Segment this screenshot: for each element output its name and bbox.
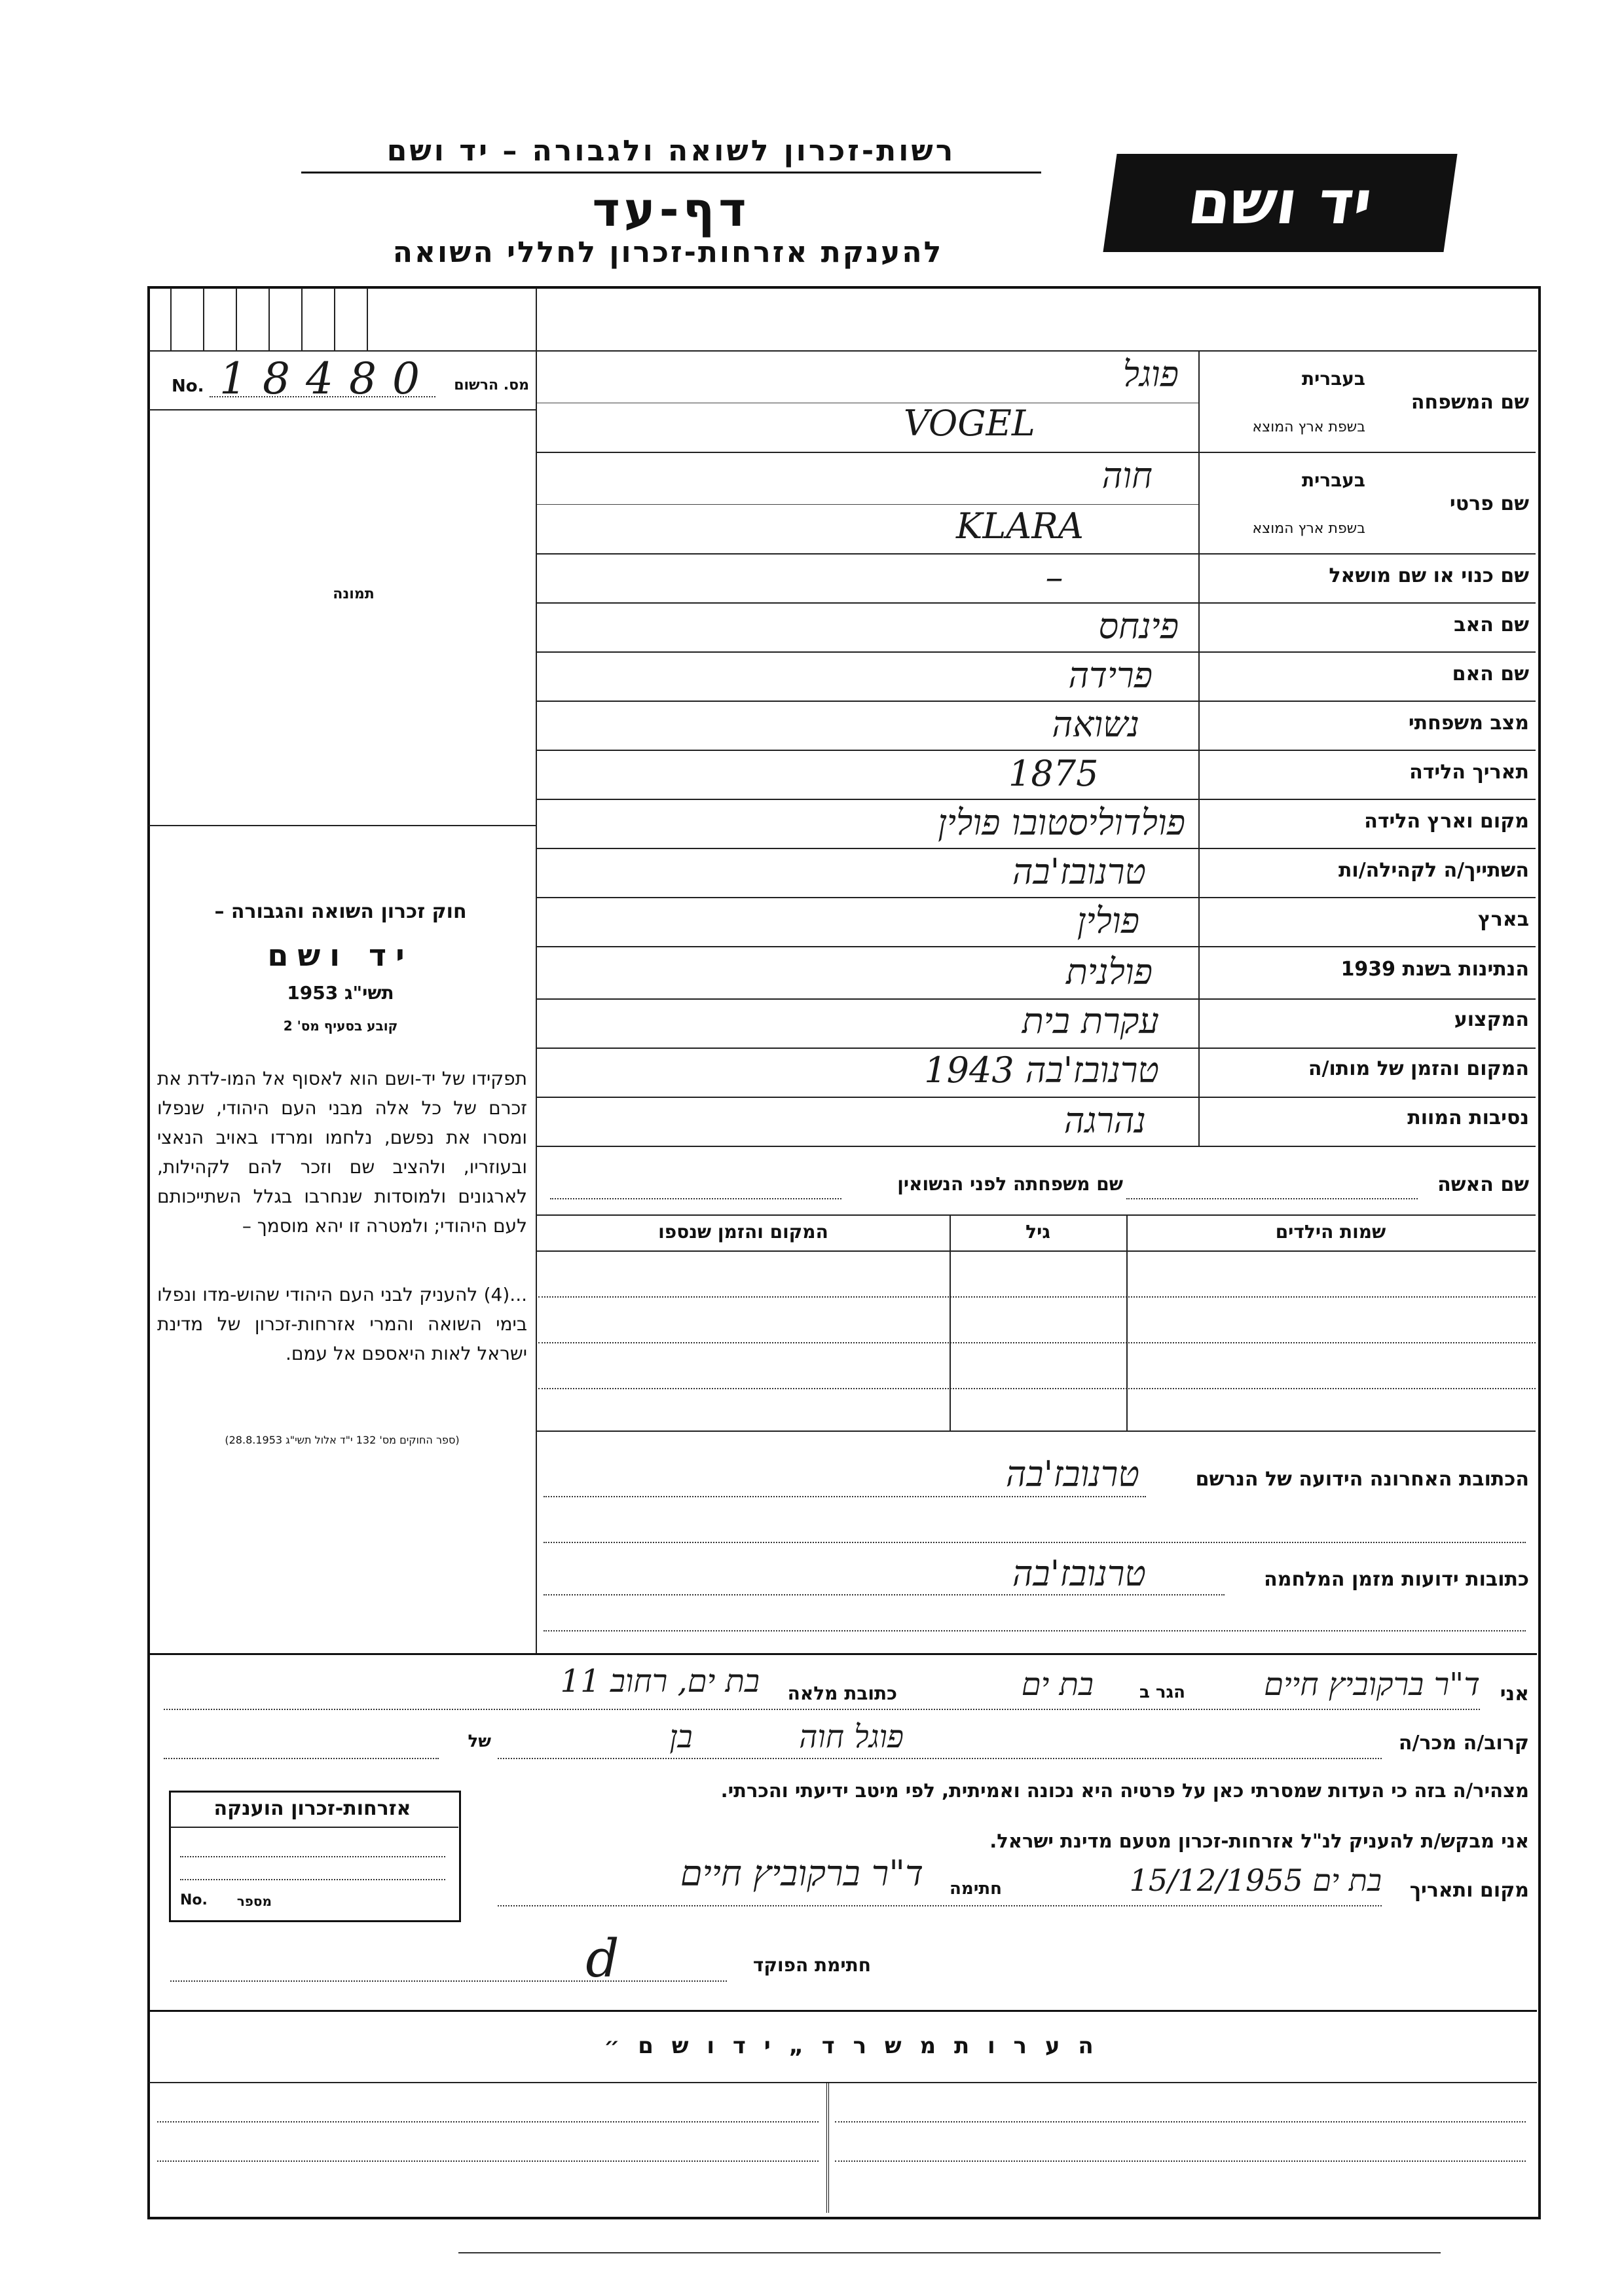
children-age-header: גיל bbox=[1025, 1221, 1050, 1243]
community-label: השתייך/ה לקהילה/ות bbox=[1338, 859, 1529, 882]
of-line bbox=[164, 1758, 439, 1759]
office-notes-title: ה ע ר ו ת מ ש ר ד „ י ד ו ש ם ״ bbox=[604, 2033, 1099, 2059]
death-cause-label: נסיבות המוות bbox=[1407, 1106, 1529, 1129]
declaration-text: מצהיר/ה בזה כי העדות שמסרתי כאן על פרטיה היא נכונה ואמיתית, לפי מיטב ידיעתי והכרתי. bbox=[720, 1779, 1529, 1802]
row-line bbox=[537, 553, 1536, 555]
children-col-divider bbox=[1126, 1214, 1128, 1430]
office-notes-line bbox=[835, 2160, 1526, 2162]
of-label: של bbox=[468, 1732, 491, 1751]
birth-place-label: מקום וארץ הלידה bbox=[1364, 810, 1529, 833]
last-address-value: טרנובז'בה bbox=[1005, 1453, 1139, 1495]
children-place-header: המקום והזמן שנספו bbox=[658, 1221, 828, 1243]
first-name-origin-label: בשפת ארץ המוצא bbox=[1252, 520, 1365, 537]
officer-signature-value: d bbox=[585, 1928, 619, 1989]
declarant-full-address-value: בת ים, רחוב 11 bbox=[560, 1663, 760, 1700]
scan-bottom-line bbox=[458, 2252, 1441, 2253]
wife-name-label: שם האשה bbox=[1437, 1173, 1529, 1196]
office-notes-top-line bbox=[149, 2010, 1537, 2012]
marital-status-label: מצב משפחתי bbox=[1408, 712, 1529, 735]
form-title: דף-עד bbox=[592, 182, 750, 237]
strip-cell bbox=[236, 288, 237, 350]
strip-cell bbox=[170, 288, 172, 350]
mother-value: פרידה bbox=[1068, 655, 1153, 696]
citizenship-box-line bbox=[180, 1879, 445, 1880]
mother-label: שם האם bbox=[1452, 663, 1529, 685]
photo-bottom-line bbox=[149, 825, 537, 826]
birth-date-label: תאריך הלידה bbox=[1409, 761, 1529, 784]
spouse-row-line bbox=[537, 1214, 1536, 1216]
row-line bbox=[537, 1146, 1536, 1147]
war-addresses-label: כתובות ידועות מזמן המלחמה bbox=[1264, 1568, 1529, 1591]
law-title: חוק זכרון השואה והגבורה – bbox=[214, 900, 467, 923]
children-table-bottom bbox=[537, 1430, 1536, 1432]
citizenship-box-divider bbox=[170, 1827, 458, 1828]
death-place-time-value: טרנובז'בה 1943 bbox=[924, 1049, 1159, 1091]
first-name-hebrew-label: בעברית bbox=[1301, 469, 1365, 491]
family-name-hebrew-label: בעברית bbox=[1301, 368, 1365, 390]
community-value: טרנובז'בה bbox=[1012, 851, 1146, 892]
children-row-line bbox=[538, 1296, 1536, 1298]
strip-cell bbox=[301, 288, 303, 350]
row-line bbox=[537, 1097, 1536, 1098]
relative-label: קרוב/ה מכר/ה bbox=[1398, 1732, 1529, 1755]
row-line bbox=[537, 998, 1536, 1000]
row-line bbox=[537, 651, 1536, 653]
children-col-divider bbox=[950, 1214, 951, 1430]
office-notes-header-line bbox=[149, 2082, 1537, 2083]
row-line bbox=[537, 701, 1536, 702]
place-date-label: מקום ותאריך bbox=[1409, 1879, 1529, 1902]
country-value: פולין bbox=[1077, 900, 1139, 941]
children-row-line bbox=[538, 1342, 1536, 1343]
office-notes-line bbox=[835, 2121, 1526, 2123]
officer-signature-line bbox=[170, 1980, 727, 1982]
registration-no-value: 18480 bbox=[219, 354, 435, 404]
law-name: יד ושם bbox=[267, 938, 414, 973]
row-line bbox=[537, 848, 1536, 849]
strip-cell bbox=[334, 288, 335, 350]
row-line bbox=[537, 602, 1536, 604]
death-place-time-label: המקום והזמן של מותו/ה bbox=[1308, 1057, 1529, 1080]
declarant-line-1 bbox=[164, 1709, 1480, 1710]
row-line bbox=[537, 897, 1536, 898]
first-name-hebrew-value: חוה bbox=[1101, 455, 1153, 496]
row-line bbox=[537, 452, 1536, 453]
children-header-line bbox=[537, 1250, 1536, 1252]
war-addresses-value: טרנובז'בה bbox=[1012, 1553, 1146, 1594]
strip-cell bbox=[268, 288, 270, 350]
relative-value: בן bbox=[669, 1719, 693, 1755]
law-paragraph-1: תפקידו של יד-ושם הוא לאסוף אל המו-לדת את זכרם של כל אלה מבני העם היהודי, שנפלו ומסרו את נפשם, נלחמו ומרדו באויב הנאצי ובעוזריו, ולהציב שם וזכר להם לקהילות, לארגונים ולמוסדות שנחרבו בגלל השתייכותם לעם היהודי; ולמטרה זו יהא מוסמך – bbox=[157, 1068, 527, 1237]
strip-cell bbox=[367, 288, 368, 350]
left-column-divider bbox=[536, 288, 537, 1653]
registration-mispar-label: מס. הרשום bbox=[454, 377, 529, 393]
form-subtitle: להענקת אזרחות-זכרון לחללי השואה bbox=[392, 236, 944, 269]
declarant-full-address-label: כתובת מלאה bbox=[787, 1683, 897, 1704]
declarant-prefix: אני bbox=[1500, 1683, 1529, 1705]
maiden-name-label: שם משפחתה לפני הנשואין bbox=[897, 1173, 1123, 1195]
yad-vashem-logo: יד ושם bbox=[1103, 154, 1457, 252]
law-year: תשי"ג 1953 bbox=[287, 982, 394, 1004]
nickname-value: – bbox=[1045, 556, 1063, 598]
signature-value: ד"ר ברקוביץ חיים bbox=[680, 1853, 923, 1894]
last-address-label: הכתובת האחרונה הידועה של הנרשם bbox=[1195, 1468, 1529, 1491]
photo-label: תמונה bbox=[333, 586, 375, 602]
profession-value: עקרת בית bbox=[1022, 1000, 1159, 1042]
war-address-extra-line bbox=[544, 1630, 1526, 1631]
authority-underline bbox=[301, 172, 1041, 173]
relative-line bbox=[498, 1758, 1382, 1759]
citizenship-box-line bbox=[180, 1856, 445, 1857]
family-name-hebrew-value: פוגל bbox=[1122, 354, 1179, 395]
first-name-label: שם פרטי bbox=[1449, 492, 1529, 515]
declarant-resides-label: הגר ב bbox=[1139, 1683, 1185, 1702]
family-name-origin-label: בשפת ארץ המוצא bbox=[1252, 419, 1365, 435]
officer-signature-label: חתימת הפוקד bbox=[752, 1954, 871, 1976]
father-value: פינחס bbox=[1098, 606, 1179, 647]
place-date-line bbox=[498, 1905, 1382, 1906]
registration-row-line bbox=[149, 409, 537, 410]
citizenship-1939-value: פולנית bbox=[1065, 951, 1153, 993]
office-notes-divider bbox=[826, 2082, 829, 2213]
citizenship-box-mispar-label: מספר bbox=[236, 1893, 272, 1909]
office-notes-line bbox=[157, 2121, 819, 2123]
strip-cell bbox=[203, 288, 204, 350]
country-label: בארץ bbox=[1477, 908, 1529, 931]
wife-name-line bbox=[1126, 1198, 1418, 1199]
children-names-header: שמות הילדים bbox=[1275, 1221, 1386, 1243]
first-name-origin-value: KLARA bbox=[956, 505, 1084, 547]
row-line bbox=[537, 750, 1536, 751]
registration-no-label: No. bbox=[172, 376, 204, 396]
family-name-origin-value: VOGEL bbox=[904, 403, 1035, 444]
registration-no-line bbox=[210, 396, 435, 397]
last-address-line bbox=[544, 1496, 1146, 1497]
nickname-label: שם כנוי או שם מושאל bbox=[1329, 564, 1529, 587]
citizenship-1939-label: הנתינות בשנת 1939 bbox=[1340, 958, 1529, 981]
declarant-city-value: בת ים bbox=[1021, 1666, 1094, 1703]
row-line bbox=[537, 946, 1536, 947]
address-extra-line bbox=[544, 1542, 1526, 1543]
office-notes-line bbox=[157, 2160, 819, 2162]
top-strip-line bbox=[149, 350, 1537, 352]
authority-line: רשות-זכרון לשואה ולגבורה – יד ושם bbox=[386, 134, 956, 168]
birth-date-value: 1875 bbox=[1008, 753, 1099, 794]
row-line bbox=[537, 799, 1536, 800]
law-clause: קובע בסעיף מס' 2 bbox=[283, 1018, 398, 1034]
maiden-name-line bbox=[550, 1198, 841, 1199]
war-address-line bbox=[544, 1594, 1225, 1595]
row-line bbox=[537, 1048, 1536, 1049]
citizenship-granted-title: אזרחות-זכרון הוענקה bbox=[213, 1797, 411, 1820]
birth-place-value: פולדוליסטובו פולין bbox=[938, 802, 1185, 843]
place-date-value: בת ים 15/12/1955 bbox=[1129, 1863, 1382, 1898]
death-cause-value: נהרגה bbox=[1063, 1100, 1146, 1141]
sub-row-line bbox=[537, 504, 1198, 505]
father-label: שם האב bbox=[1454, 613, 1529, 636]
request-text: אני מבקש/ת להעניק לנ"ל אזרחות-זכרון מטעם מדינת ישראל. bbox=[989, 1830, 1529, 1852]
profession-label: המקצוע bbox=[1454, 1008, 1529, 1031]
marital-status-value: נשואה bbox=[1052, 704, 1139, 745]
citizenship-box-no-label: No. bbox=[180, 1892, 208, 1908]
law-source: (ספר החוקים מס' 132 י"ד אלול תשי"ג 28.8.1953) bbox=[225, 1434, 460, 1446]
signature-label: חתימה bbox=[950, 1879, 1002, 1899]
children-row-line bbox=[538, 1388, 1536, 1389]
addresses-bottom-line bbox=[149, 1653, 1537, 1655]
of-value: פוגל חוה bbox=[799, 1719, 904, 1755]
family-name-label: שם המשפחה bbox=[1411, 391, 1529, 414]
law-paragraph-2: ...(4) להעניק לבני העם היהודי שהוש-מדו ונפלו בימי השואה והמרי אזרחות-זכרון של מדינת ישראל לאות היאספם אל עמם. bbox=[157, 1284, 527, 1364]
declarant-name-value: ד"ר ברקוביץ חיים bbox=[1264, 1666, 1480, 1703]
